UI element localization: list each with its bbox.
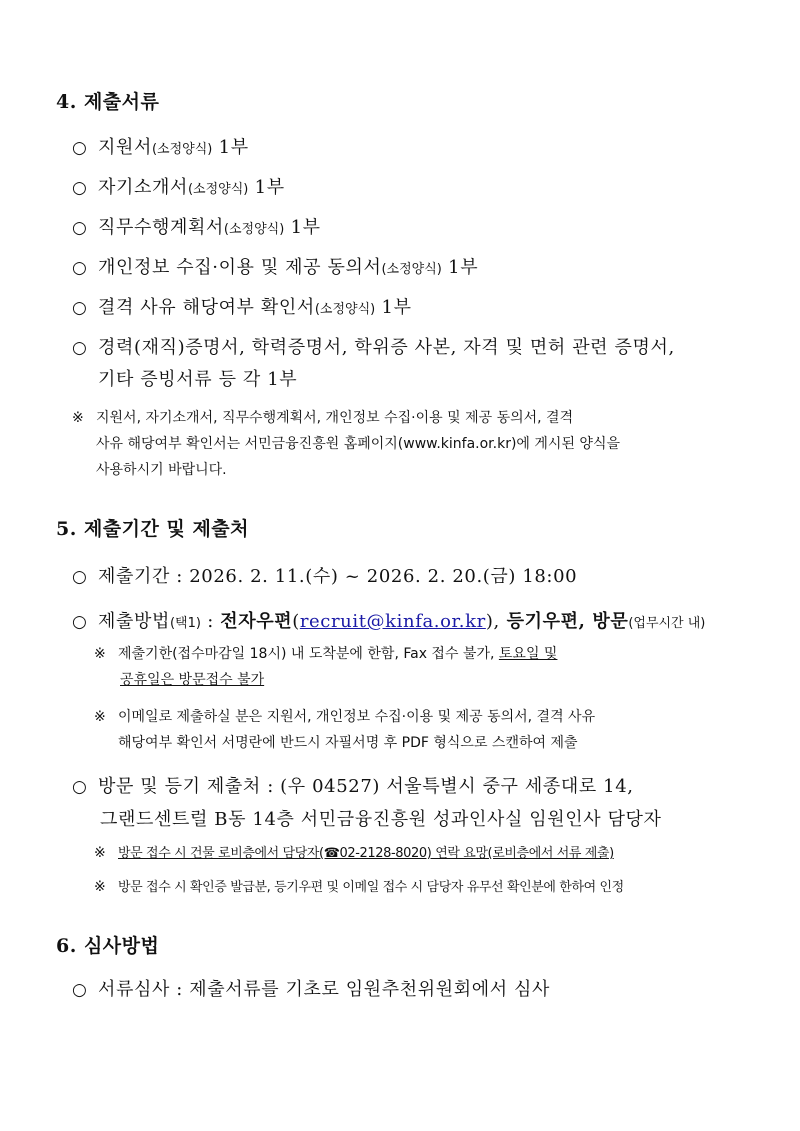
review-method <box>72 975 550 1001</box>
reference-mark-icon: ※ <box>94 709 106 725</box>
sec4-note <box>72 407 573 427</box>
note-line-1: 지원서, 자기소개서, 직무수행계획서, 개인정보 수집·이용 및 제공 동의서, 결격 <box>96 410 574 426</box>
circle-bullet-icon: ○ <box>72 298 88 318</box>
reference-mark-icon: ※ <box>94 646 106 662</box>
item-tail: 1부 <box>212 137 249 158</box>
email-link[interactable]: recruit@kinfa.or.kr <box>299 611 486 632</box>
item-line-1: 경력(재직)증명서, 학력증명서, 학위증 사본, 자격 및 면허 관련 증명서, <box>98 337 675 358</box>
circle-bullet-icon: ○ <box>72 567 88 587</box>
circle-bullet-icon: ○ <box>72 612 88 632</box>
item-note: (소정양식) <box>223 222 285 237</box>
item-main: 자기소개서 <box>98 177 188 198</box>
section-4-title: 4. 제출서류 <box>56 91 160 113</box>
reference-mark-icon: ※ <box>72 410 84 426</box>
doc-item-4 <box>72 253 478 279</box>
item-main: 직무수행계획서 <box>98 217 224 238</box>
email-note-line-1: 이메일로 제출하실 분은 지원서, 개인정보 수집·이용 및 제공 동의서, 결격 사유 <box>118 709 596 725</box>
email-note-line-2: 해당여부 확인서 서명란에 반드시 자필서명 후 PDF 형식으로 스캔하여 제출 <box>118 735 578 751</box>
submit-period <box>72 562 577 588</box>
submit-address <box>72 772 744 798</box>
doc-item-6 <box>72 333 744 359</box>
submit-method <box>72 607 705 633</box>
method-email-close: ), <box>485 611 500 632</box>
reference-mark-icon: ※ <box>94 845 106 861</box>
visit-note-1 <box>94 842 614 861</box>
doc-item-1 <box>72 133 249 159</box>
item-tail: 1부 <box>248 177 285 198</box>
section-6-title: 6. 심사방법 <box>56 935 160 957</box>
method-choice: (택1) <box>169 616 201 631</box>
item-note: (소정양식) <box>187 182 249 197</box>
method-email-open: ( <box>292 611 300 632</box>
circle-bullet-icon: ○ <box>72 338 88 358</box>
item-note: (소정양식) <box>151 142 213 157</box>
circle-bullet-icon: ○ <box>72 258 88 278</box>
method-sep: : <box>200 611 221 632</box>
method-label: 제출방법 <box>98 611 170 632</box>
sec4-note-line-3: 사용하시기 바랍니다. <box>96 462 227 478</box>
method-hours: (업무시간 내) <box>628 616 706 631</box>
doc-item-2 <box>72 173 285 199</box>
item-tail: 1부 <box>441 257 479 278</box>
address-line-1: 방문 및 등기 제출처 : (우 04527) 서울특별시 중구 세종대로 14, <box>98 776 634 797</box>
deadline-note-a: 제출기한(접수마감일 18시) 내 도착분에 한함, Fax 접수 불가, <box>118 646 495 662</box>
sec4-note-line-2: 사유 해당여부 확인서는 서민금융진흥원 홈페이지(www.kinfa.or.kr)에 게시된 양식을 <box>96 436 620 452</box>
item-note: (소정양식) <box>314 302 376 317</box>
item-main: 결격 사유 해당여부 확인서 <box>98 297 315 318</box>
deadline-note <box>94 643 744 663</box>
item-note: (소정양식) <box>381 262 442 277</box>
email-note <box>94 706 595 726</box>
review-text: 서류심사 : 제출서류를 기초로 임원추천위원회에서 심사 <box>98 979 550 1000</box>
circle-bullet-icon: ○ <box>72 138 88 158</box>
doc-item-5 <box>72 293 412 319</box>
section-5-title: 5. 제출기간 및 제출처 <box>56 518 250 540</box>
period-text: 제출기간 : 2026. 2. 11.(수) ~ 2026. 2. 20.(금) 18:00 <box>98 566 578 587</box>
item-tail: 1부 <box>375 297 412 318</box>
circle-bullet-icon: ○ <box>72 980 88 1000</box>
circle-bullet-icon: ○ <box>72 218 88 238</box>
visit-note-2 <box>94 876 624 895</box>
item-main: 개인정보 수집·이용 및 제공 동의서 <box>98 257 382 278</box>
doc-item-6-cont: 기타 증빙서류 등 각 1부 <box>98 369 298 390</box>
circle-bullet-icon: ○ <box>72 178 88 198</box>
visit-note-2-text: 방문 접수 시 확인증 발급분, 등기우편 및 이메일 접수 시 담당자 유무선 확인분에 한하여 인정 <box>118 880 624 895</box>
item-main: 지원서 <box>98 137 152 158</box>
deadline-note-b: 토요일 및 <box>498 646 558 662</box>
method-post: 등기우편, 방문 <box>499 611 629 632</box>
method-email-label: 전자우편 <box>220 611 293 632</box>
reference-mark-icon: ※ <box>94 879 106 895</box>
doc-item-3 <box>72 213 321 239</box>
circle-bullet-icon: ○ <box>72 777 88 797</box>
visit-note-1-text: 방문 접수 시 건물 로비층에서 담당자(☎02-2128-8020) 연락 요망(로비층에서 서류 제출) <box>118 846 614 861</box>
deadline-note-c: 공휴일은 방문접수 불가 <box>120 672 265 688</box>
item-tail: 1부 <box>284 217 321 238</box>
address-line-2: 그랜드센트럴 B동 14층 서민금융진흥원 성과인사실 임원인사 담당자 <box>100 809 662 830</box>
